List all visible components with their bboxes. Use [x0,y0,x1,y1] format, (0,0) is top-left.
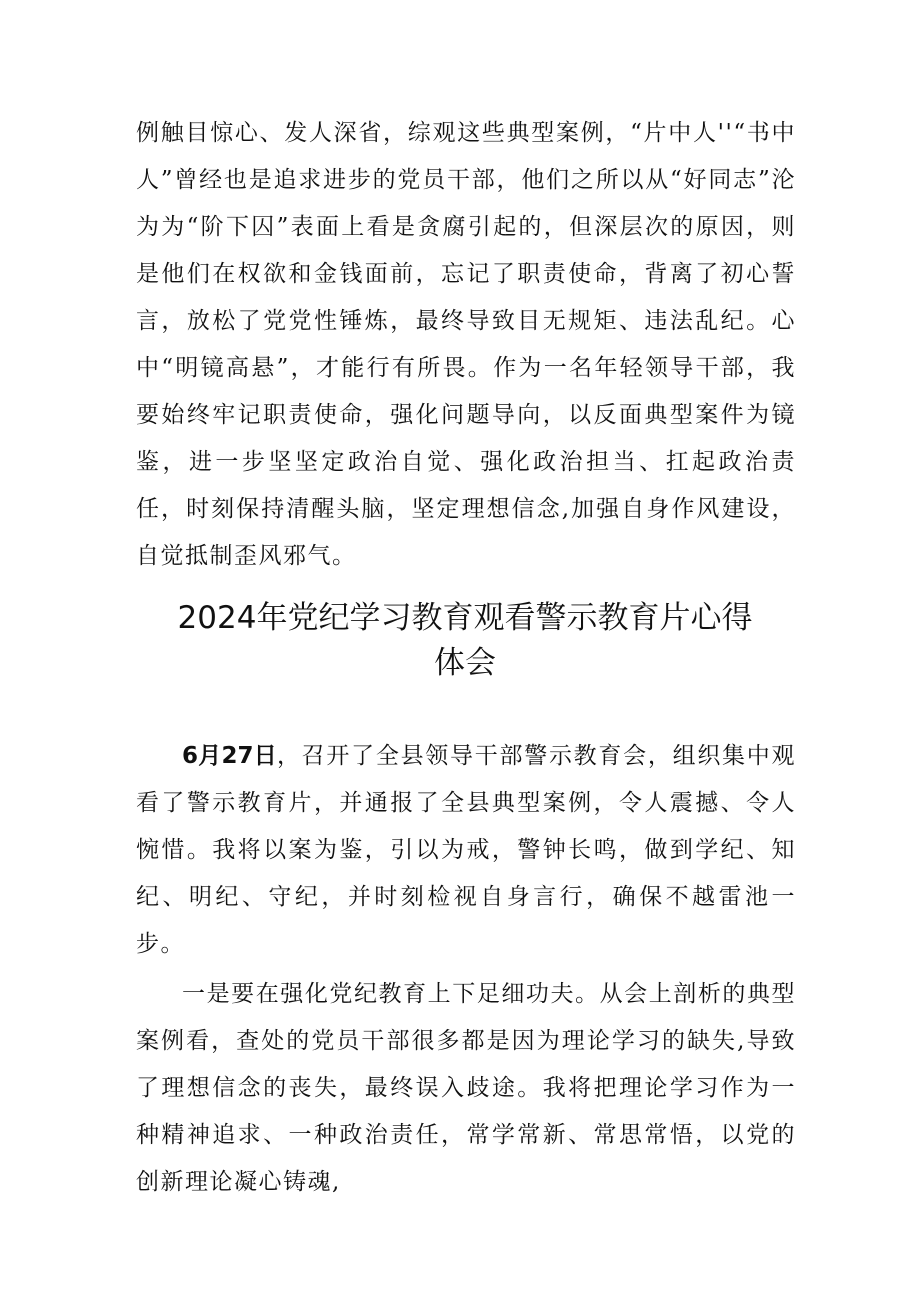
meeting-paragraph [136,733,796,968]
point-one-paragraph: 一是要在强化党纪教育上下足细功夫。从会上剖析的典型案例看，查处的党员干部很多都是因为理论学习的缺失,导致了理想信念的丧失，最终误入歧途。我将把理论学习作为一种精神追求、一种政治责任，常学常新、常思常悟，以党的创新理论凝心铸魂, [136,981,796,1195]
meeting-paragraph-text: ，召开了全县领导干部警示教育会，组织集中观看了警示教育片，并通报了全县典型案例，令人震撼、令人惋惜。我将以案为鉴，引以为戒，警钟长鸣，做到学纪、知纪、明纪、守纪，并时刻检视自身言行，确保不越雷池一步。 [136,743,797,957]
page-title [120,596,810,686]
title-line-1: 2024年党纪学习教育观看警示教育片心得 [177,600,753,636]
intro-paragraph: 例触目惊心、发人深省，综观这些典型案例，“片中人''“书中人”曾经也是追求进步的党员干部，他们之所以从“好同志”沦为为“阶下囚”表面上看是贪腐引起的，但深层次的原因，则是他们在权欲和金钱面前，忘记了职责使命，背离了初心誓言，放松了党党性锤炼，最终导致目无规矩、违法乱纪。心中“明镜高悬”，才能行有所畏。作为一名年轻领导干部，我要始终牢记职责使命，强化问题导向，以反面典型案件为镜鉴，进一步坚坚定政治自觉、强化政治担当、扛起政治责任，时刻保持清醒头脑，坚定理想信念,加强自身作风建设，自觉抵制歪风邪气。 [136,120,796,569]
meeting-date: 6月27日 [182,743,277,769]
title-line-2: 体会 [434,645,496,681]
